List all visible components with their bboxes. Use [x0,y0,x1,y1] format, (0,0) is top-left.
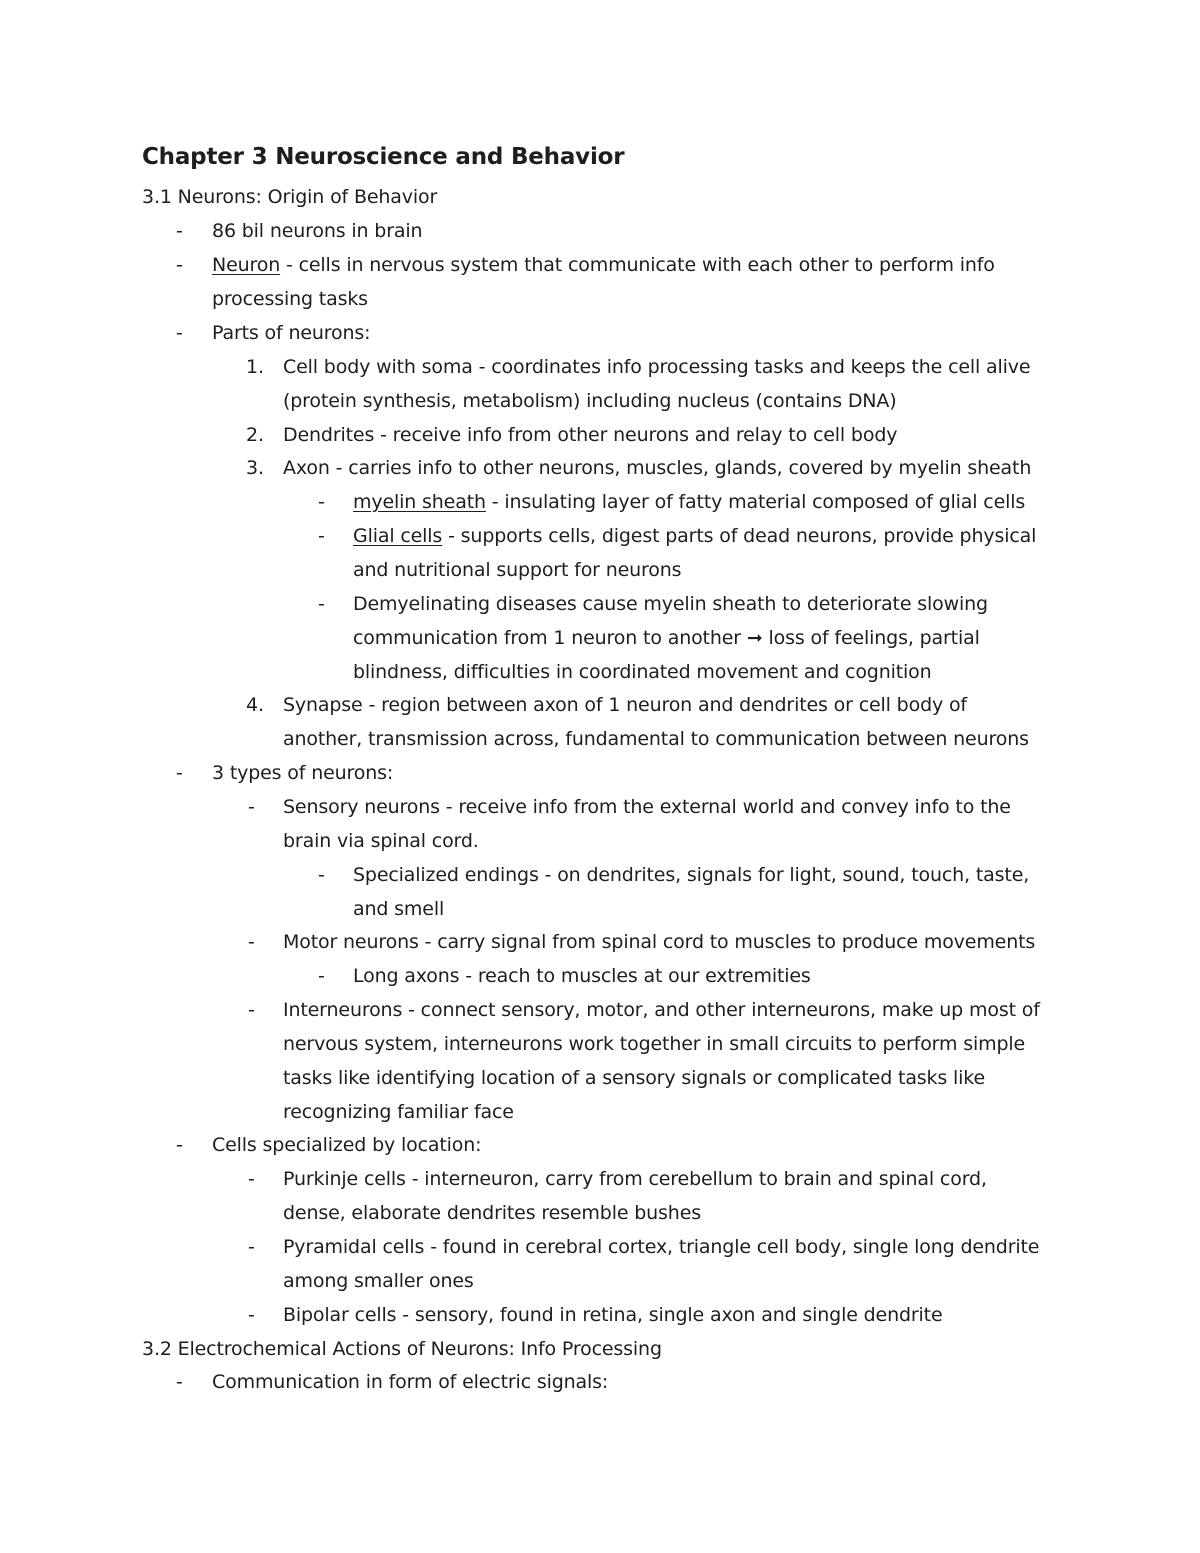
list-item-text [353,485,1025,519]
list-item-text: Dendrites - receive info from other neurons and relay to cell body [283,424,898,446]
list-item-text: and smell [353,898,445,920]
list-item-text: Purkinje cells - interneuron, carry from cerebellum to brain and spinal cord, [283,1168,987,1190]
list-item-text: 86 bil neurons in brain [212,220,423,242]
list-item-text: Motor neurons - carry signal from spinal cord to muscles to produce movements [283,931,1036,953]
list-item-text: 3 types of neurons: [212,762,394,784]
dash-bullet: - [318,525,325,547]
list-item-text: Parts of neurons: [212,322,371,344]
definition-text: - insulating layer of fatty material composed of glial cells [485,491,1026,513]
list-item-text: (protein synthesis, metabolism) including nucleus (contains DNA) [283,390,897,412]
list-item-text: among smaller ones [283,1270,474,1292]
list-item-text: processing tasks [212,288,368,310]
dash-bullet: - [248,1236,255,1258]
term-neuron: Neuron [212,254,281,276]
dash-bullet: - [248,1168,255,1190]
list-number: 4. [246,694,264,716]
list-item-text [212,248,995,282]
list-item-text: Sensory neurons - receive info from the external world and convey info to the [283,796,1011,818]
list-item-text: tasks like identifying location of a sensory signals or complicated tasks like [283,1067,986,1089]
term-glial-cells: Glial cells [353,525,443,547]
list-item-text: Communication in form of electric signals: [212,1371,609,1393]
list-item-text: Cells specialized by location: [212,1134,482,1156]
dash-bullet: - [176,254,183,276]
list-item-text [353,621,980,655]
list-number: 2. [246,424,264,446]
list-item-text: brain via spinal cord. [283,830,479,852]
definition-text: - cells in nervous system that communicate with each other to perform info [280,254,995,276]
dash-bullet: - [318,491,325,513]
list-item-text: Long axons - reach to muscles at our extremities [353,965,811,987]
term-myelin-sheath: myelin sheath [353,491,486,513]
dash-bullet: - [176,1371,183,1393]
list-item-text: Synapse - region between axon of 1 neuron and dendrites or cell body of [283,694,967,716]
list-item-text: recognizing familiar face [283,1101,514,1123]
text-segment: communication from 1 neuron to another [353,627,747,649]
list-item-text: nervous system, interneurons work together in small circuits to perform simple [283,1033,1026,1055]
dash-bullet: - [248,1304,255,1326]
section-heading-text: 3.1 Neurons: Origin of Behavior [142,186,438,208]
list-item-text: and nutritional support for neurons [353,559,682,581]
chapter-title: Chapter 3 Neuroscience and Behavior [142,144,625,170]
dash-bullet: - [176,1134,183,1156]
section-heading-text: 3.2 Electrochemical Actions of Neurons: Info Processing [142,1338,662,1360]
dash-bullet: - [248,796,255,818]
dash-bullet: - [318,864,325,886]
dash-bullet: - [176,762,183,784]
list-item-text: Demyelinating diseases cause myelin sheath to deteriorate slowing [353,593,988,615]
list-item-text: dense, elaborate dendrites resemble bushes [283,1202,701,1224]
list-item-text: Interneurons - connect sensory, motor, and other interneurons, make up most of [283,999,1040,1021]
list-item-text: another, transmission across, fundamental to communication between neurons [283,728,1029,750]
list-number: 3. [246,457,264,479]
list-item-text: Bipolar cells - sensory, found in retina, single axon and single dendrite [283,1304,943,1326]
list-number: 1. [246,356,264,378]
list-item-text: Pyramidal cells - found in cerebral cortex, triangle cell body, single long dendrite [283,1236,1040,1258]
text-segment: loss of feelings, partial [762,627,980,649]
list-item-text: Axon - carries info to other neurons, muscles, glands, covered by myelin sheath [283,457,1032,479]
dash-bullet: - [318,965,325,987]
dash-bullet: - [248,931,255,953]
list-item-text [353,519,1036,553]
dash-bullet: - [318,593,325,615]
list-item-text: Cell body with soma - coordinates info processing tasks and keeps the cell alive [283,356,1031,378]
arrow-right-icon: ➞ [746,627,763,649]
dash-bullet: - [176,322,183,344]
list-item-text: Specialized endings - on dendrites, signals for light, sound, touch, taste, [353,864,1030,886]
definition-text: - supports cells, digest parts of dead neurons, provide physical [442,525,1037,547]
list-item-text: blindness, difficulties in coordinated movement and cognition [353,661,932,683]
dash-bullet: - [176,220,183,242]
dash-bullet: - [248,999,255,1021]
